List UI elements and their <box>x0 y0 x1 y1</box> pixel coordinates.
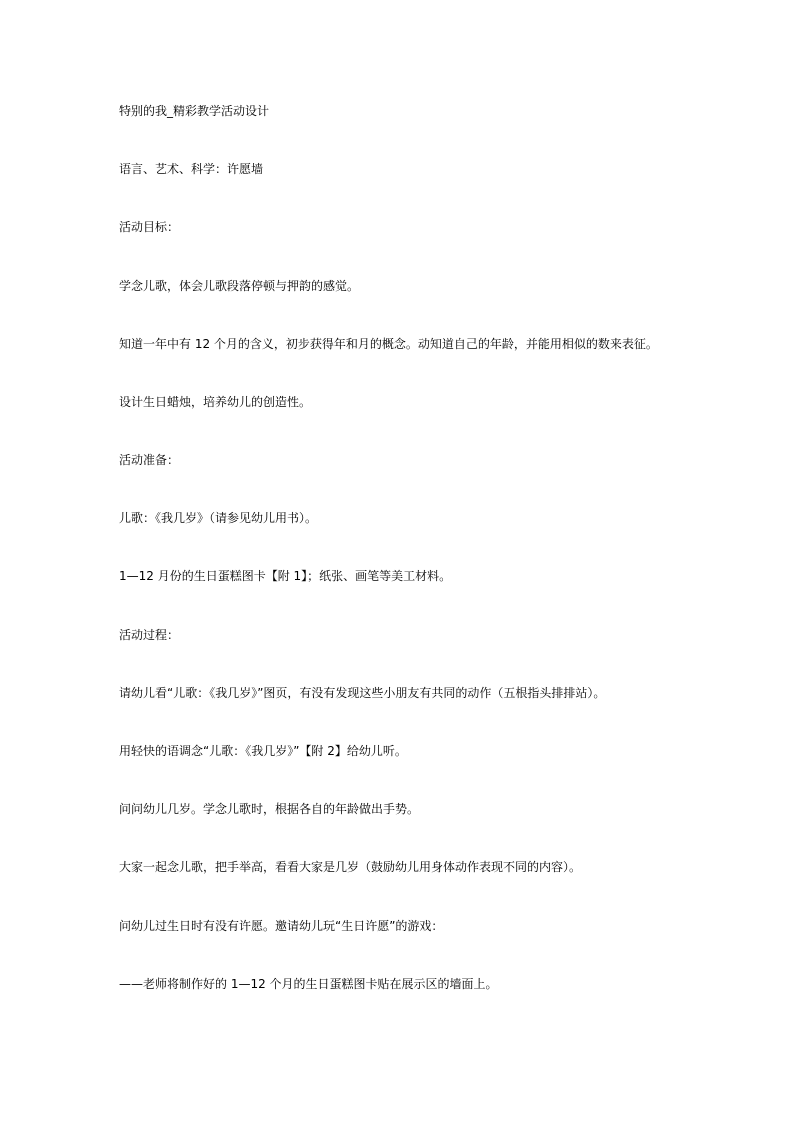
preparation-paragraph: 1—12 月份的生日蛋糕图卡【附 1】；纸张、画笔等美工材料。 <box>119 569 452 583</box>
goal-paragraph: 知道一年中有 12 个月的含义，初步获得年和月的概念。动知道自己的年龄，并能用相似的数来表征。 <box>119 337 658 351</box>
process-paragraph: ——老师将制作好的 1—12 个月的生日蛋糕图卡贴在展示区的墙面上。 <box>119 977 498 991</box>
process-paragraph: 问幼儿过生日时有没有许愿。邀请幼儿玩“生日许愿”的游戏： <box>119 919 444 933</box>
goal-paragraph: 设计生日蜡烛，培养幼儿的创造性。 <box>119 395 312 409</box>
preparation-paragraph: 儿歌：《我几岁》（请参见幼儿用书）。 <box>119 511 318 525</box>
activity-subject: 语言、艺术、科学：许愿墙 <box>119 162 264 176</box>
process-paragraph: 请幼儿看“儿歌：《我几岁》”图页，有没有发现这些小朋友有共同的动作（五根指头排排站）。 <box>119 686 606 700</box>
process-paragraph: 大家一起念儿歌，把手举高，看看大家是几岁（鼓励幼儿用身体动作表现不同的内容）。 <box>119 860 582 874</box>
document-title: 特别的我_精彩教学活动设计 <box>119 104 270 118</box>
goal-paragraph: 学念儿歌，体会儿歌段落停顿与押韵的感觉。 <box>119 279 360 293</box>
section-heading-preparation: 活动准备： <box>119 453 180 467</box>
process-paragraph: 用轻快的语调念“儿歌：《我几岁》”【附 2】给幼儿听。 <box>119 744 407 758</box>
process-paragraph: 问问幼儿几岁。学念儿歌时，根据各自的年龄做出手势。 <box>119 802 420 816</box>
section-heading-process: 活动过程： <box>119 628 180 642</box>
section-heading-goals: 活动目标： <box>119 220 180 234</box>
